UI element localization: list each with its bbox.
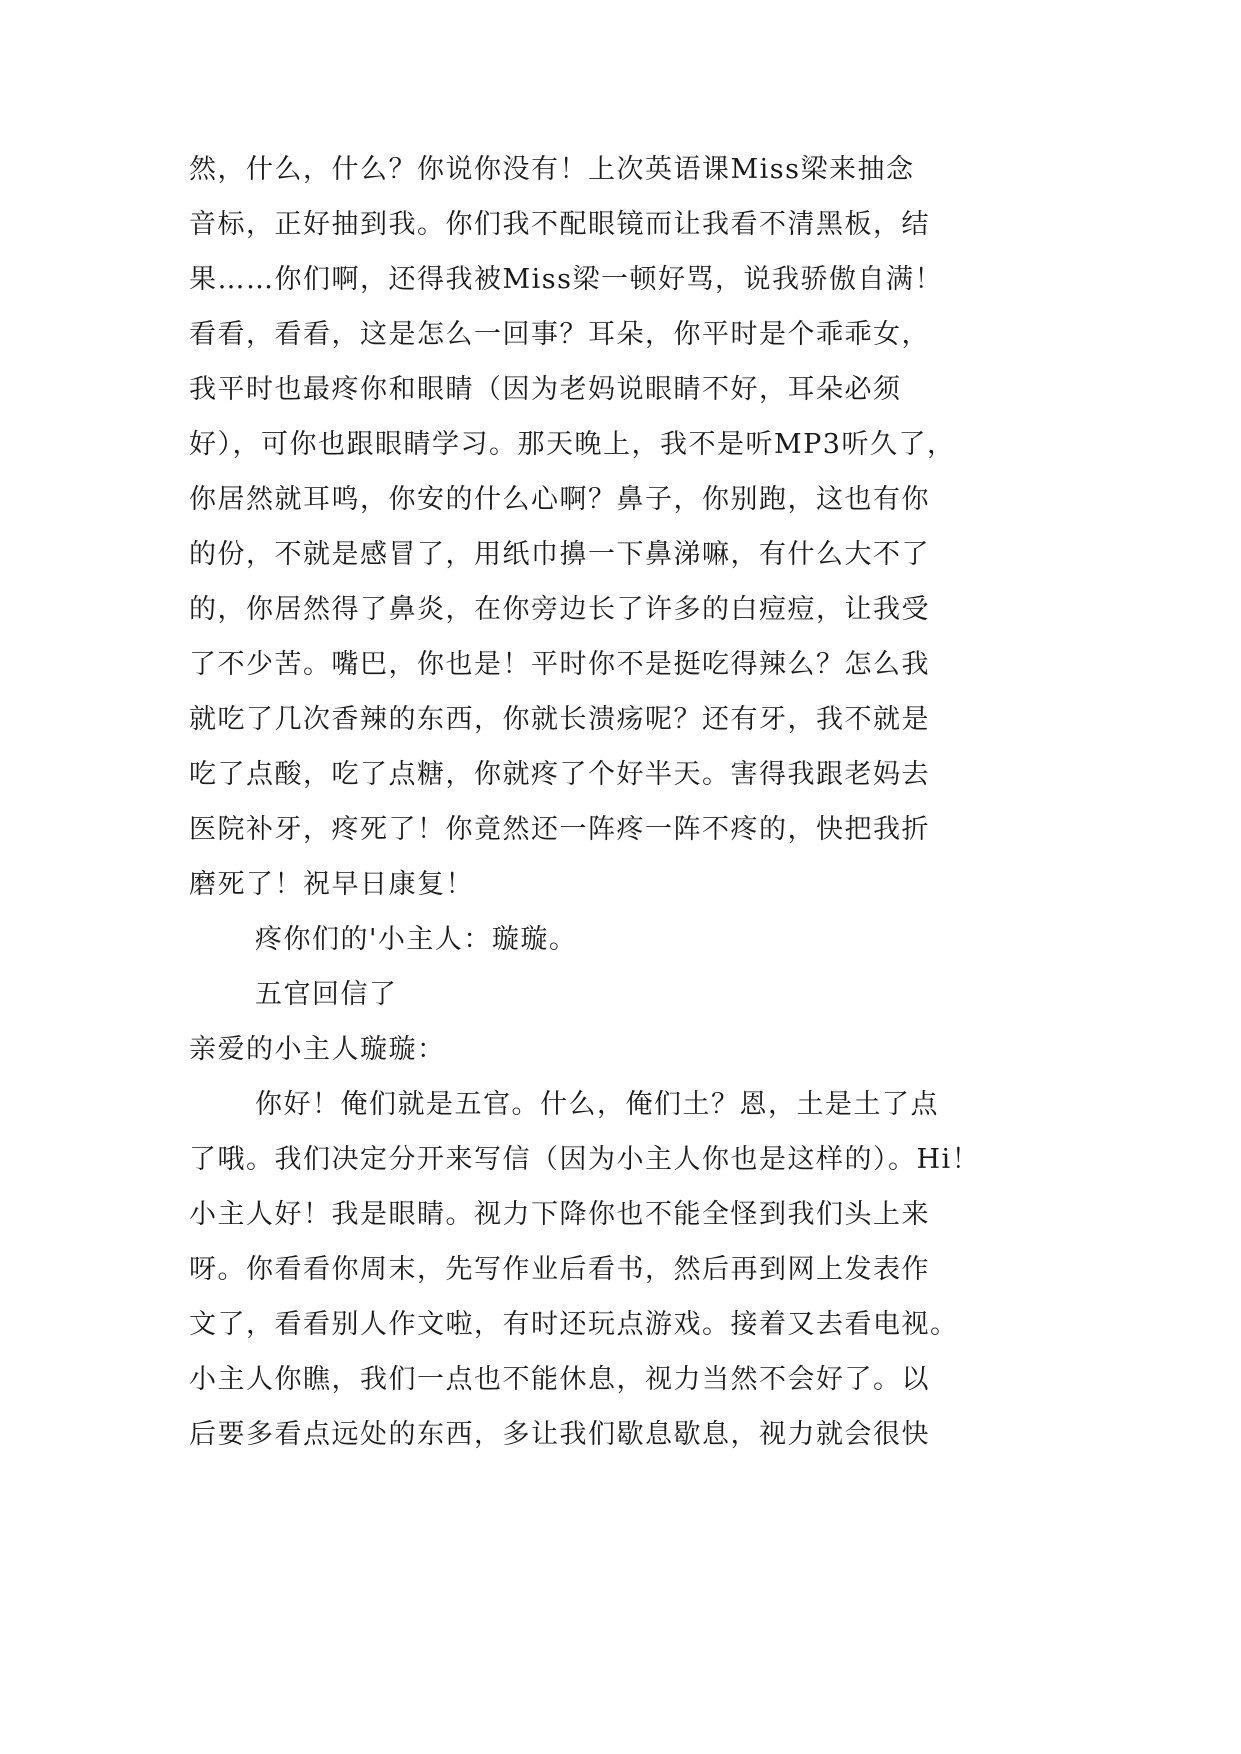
signature-line: 疼你们的'小主人：璇璇。 (255, 924, 578, 955)
text-line: 小主人你瞧，我们一点也不能休息，视力当然不会好了。以 (189, 1364, 930, 1395)
text-line: 果……你们啊，还得我被Miss梁一顿好骂，说我骄傲自满！ (189, 264, 943, 295)
text-line: 就吃了几次香辣的东西，你就长溃疡呢？还有牙，我不就是 (189, 704, 930, 735)
text-line: 磨死了！祝早日康复！ (189, 869, 474, 900)
text-line: 我平时也最疼你和眼睛（因为老妈说眼睛不好，耳朵必须 (189, 374, 902, 405)
text-line: 你居然就耳鸣，你安的什么心啊？鼻子，你别跑，这也有你 (189, 484, 930, 515)
text-line: 好），可你也跟眼睛学习。那天晚上，我不是听MP3听久了， (189, 429, 956, 460)
text-line: 了哦。我们决定分开来写信（因为小主人你也是这样的）。Hi！ (189, 1144, 981, 1175)
text-line: 了不少苦。嘴巴，你也是！平时你不是挺吃得辣么？怎么我 (189, 649, 930, 680)
salutation-line: 亲爱的小主人璇璇： (189, 1034, 446, 1065)
text-line: 的份，不就是感冒了，用纸巾擤一下鼻涕嘛，有什么大不了 (189, 539, 930, 570)
text-line: 你好！俺们就是五官。什么，俺们土？恩，土是土了点 (255, 1089, 939, 1120)
text-line: 小主人好！我是眼睛。视力下降你也不能全怪到我们头上来 (189, 1199, 930, 1230)
text-line: 后要多看点远处的东西，多让我们歇息歇息，视力就会很快 (189, 1419, 930, 1450)
text-line: 文了，看看别人作文啦，有时还玩点游戏。接着又去看电视。 (189, 1309, 959, 1340)
text-line: 然，什么，什么？你说你没有！上次英语课Miss梁来抽念 (189, 154, 915, 185)
text-line: 医院补牙，疼死了！你竟然还一阵疼一阵不疼的，快把我折 (189, 814, 930, 845)
text-line: 看看，看看，这是怎么一回事？耳朵，你平时是个乖乖女， (189, 319, 930, 350)
section-heading: 五官回信了 (255, 979, 398, 1010)
text-line: 音标，正好抽到我。你们我不配眼镜而让我看不清黑板，结 (189, 209, 930, 240)
text-line: 吃了点酸，吃了点糖，你就疼了个好半天。害得我跟老妈去 (189, 759, 930, 790)
text-line: 呀。你看看你周末，先写作业后看书，然后再到网上发表作 (189, 1254, 930, 1285)
text-line: 的，你居然得了鼻炎，在你旁边长了许多的白痘痘，让我受 (189, 594, 930, 625)
